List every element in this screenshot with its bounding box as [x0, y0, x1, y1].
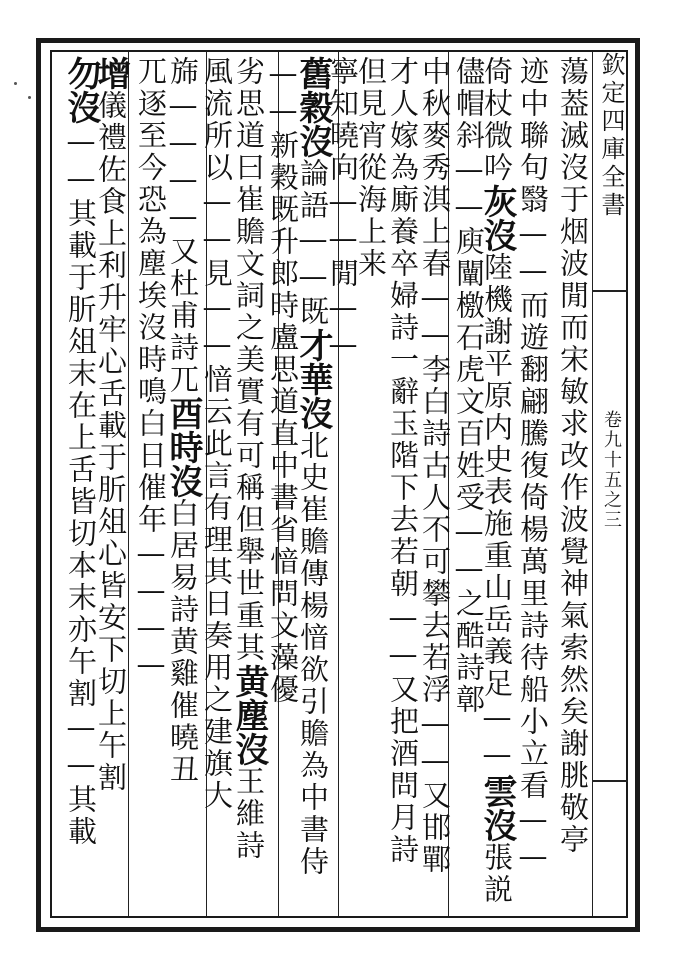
body-text: 兀逐至今恐為塵埃沒 — [134, 56, 168, 344]
text-column-16 — [56, 56, 106, 916]
body-text: 白居易詩黄雞催曉丑 — [166, 498, 200, 786]
body-text: 陸機謝平原内史表施重山岳義足—— — [480, 252, 514, 774]
entry-heading: 黄塵沒 — [229, 664, 269, 766]
entry-heading: 雲沒 — [477, 774, 517, 842]
entry-heading: 增 — [91, 56, 131, 90]
body-text: 中秋麥秀淇上春——李白詩古人不可攀去若浮——又邯鄲 — [418, 56, 452, 876]
entry-heading: 勿沒 — [61, 56, 101, 124]
body-text: 郎時盧思道直中書省愔問文藻優 — [266, 258, 300, 706]
body-text: 蕩葢滅沒于烟波閒而宋敏求改作波覺神氣索然矣謝朓敬亭 — [556, 56, 590, 856]
body-text: 儘帽斜 — [452, 56, 486, 152]
entry-heading: 才華沒 — [293, 328, 333, 430]
body-text: 旆————又杜甫詩兀 — [166, 56, 200, 396]
body-text: 才人嫁為廝養卒婦詩一辭玉階下去若朝——又把酒問月詩 — [386, 56, 420, 866]
body-text: 劣思道曰崔贍文詞之美實有可稱但舉世重其 — [232, 56, 266, 664]
body-text: 寧知曉向——閒—— — [326, 56, 360, 364]
volume-label: 卷九十五之三 — [601, 410, 622, 530]
body-text: 風流所以——見——愔云此言有理其日奏用之 — [200, 56, 234, 716]
entry-heading: 灰沒 — [477, 184, 517, 252]
body-text: ——庾闡檄石虎文百姓受——之酷 — [452, 152, 486, 652]
body-text: 儀禮佐食上利升牢心舌載于肵俎心皆安下切上午割 — [94, 90, 128, 794]
paper-speck — [28, 96, 31, 99]
body-text: ——新穀既升 — [266, 56, 300, 258]
body-text: 北史崔贍傳楊愔欲引贍為中書侍 — [296, 430, 330, 878]
entry-heading: 酉時沒 — [163, 396, 203, 498]
body-text: 倚杖微吟 — [480, 56, 514, 184]
body-text: 王維詩 — [232, 766, 266, 862]
paper-speck — [14, 82, 17, 85]
body-text: 論語——既 — [296, 158, 330, 328]
body-text: 但見宵從海上来 — [354, 56, 388, 280]
body-text: 時鳴白日催年———— — [134, 344, 168, 684]
body-text: 詩鄣 — [452, 652, 486, 716]
body-text: ——其載于肵俎末在上舌皆切本末亦午割——其載 — [64, 124, 98, 848]
body-text: 迹中聯句翳——而遊翻翩騰復倚楊萬里詩待船小立看—— — [516, 56, 550, 876]
book-title: 欽定四庫全書 — [592, 52, 629, 362]
body-text: 建旗大 — [200, 716, 234, 812]
body-text: 張説 — [480, 842, 514, 906]
entry-heading: 舊穀沒 — [293, 56, 333, 158]
